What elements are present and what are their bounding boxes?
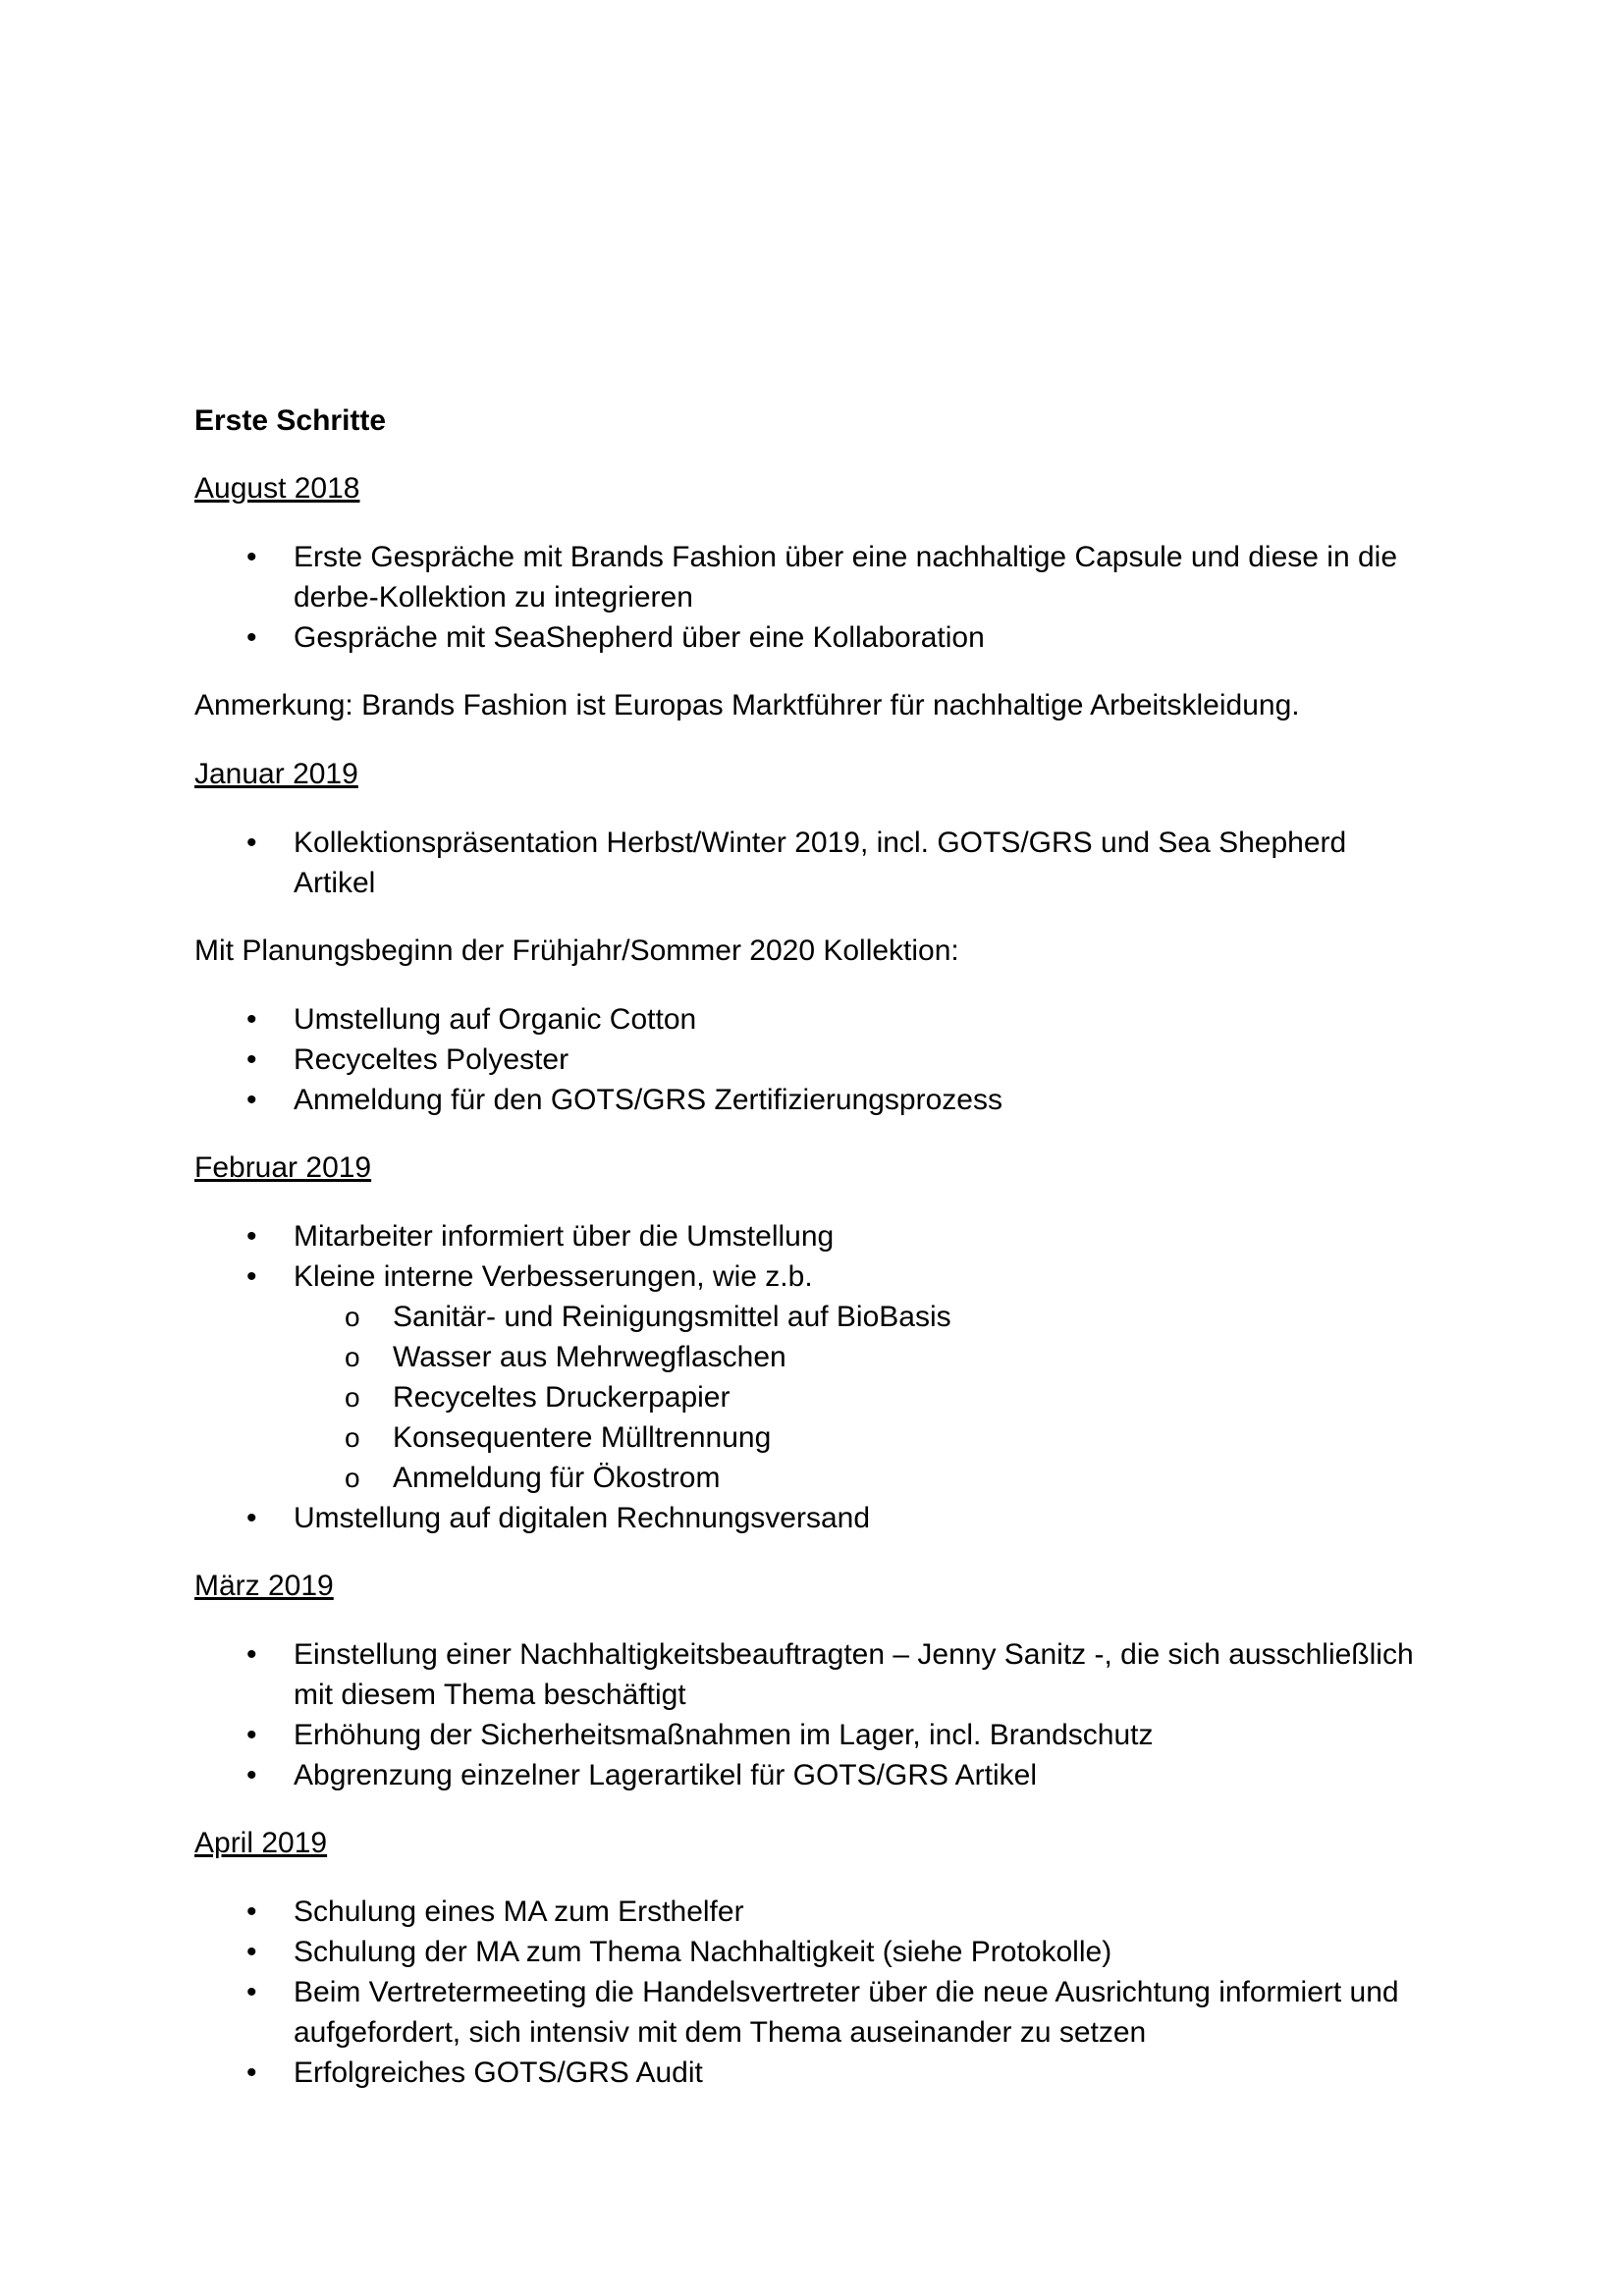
sub-list-item: o Recyceltes Druckerpapier xyxy=(294,1377,1432,1417)
note-paragraph: Anmerkung: Brands Fashion ist Europas Marktführer für nachhaltige Arbeitskleidung. xyxy=(194,689,1300,721)
section-heading-august-2018: August 2018 xyxy=(194,472,360,505)
bullet-list-januar-2019 xyxy=(194,823,1432,903)
bullet-list-august-2018 xyxy=(194,537,1432,658)
list-item-label: Kleine interne Verbesserungen, wie z.b. xyxy=(294,1260,813,1293)
list-item: • Gespräche mit SeaShepherd über eine Kollaboration xyxy=(194,617,1432,658)
bullet-list-april-2019 xyxy=(194,1892,1432,2093)
section-heading-april-2019: April 2019 xyxy=(194,1827,328,1859)
list-item: • Erste Gespräche mit Brands Fashion über eine nachhaltige Capsule und diese in die derbe-Kollektion zu integrieren xyxy=(194,537,1432,617)
list-item: • Schulung der MA zum Thema Nachhaltigkeit (siehe Protokolle) xyxy=(194,1932,1432,1972)
list-item: • Mitarbeiter informiert über die Umstellung xyxy=(194,1216,1432,1256)
list-item-with-sublist xyxy=(194,1256,1432,1498)
sub-list-item: o Sanitär- und Reinigungsmittel auf BioBasis xyxy=(294,1297,1432,1337)
bullet-list-februar-2019 xyxy=(194,1216,1432,1538)
list-item: • Recyceltes Polyester xyxy=(194,1040,1432,1080)
section-heading-januar-2019: Januar 2019 xyxy=(194,758,358,790)
list-item: • Erhöhung der Sicherheitsmaßnahmen im Lager, incl. Brandschutz xyxy=(194,1715,1432,1755)
sub-list-item: o Konsequentere Mülltrennung xyxy=(294,1417,1432,1458)
document-title: Erste Schritte xyxy=(194,404,387,437)
bullet-list-planning xyxy=(194,999,1432,1120)
sub-list-item: o Anmeldung für Ökostrom xyxy=(294,1458,1432,1498)
section-heading-februar-2019: Februar 2019 xyxy=(194,1151,372,1184)
bullet-list-maerz-2019 xyxy=(194,1634,1432,1795)
list-item: • Einstellung einer Nachhaltigkeitsbeauftragten – Jenny Sanitz -, die sich ausschließlich mit diesem Thema beschäftigt xyxy=(194,1634,1432,1715)
list-item: • Umstellung auf digitalen Rechnungsversand xyxy=(194,1498,1432,1538)
section-heading-maerz-2019: März 2019 xyxy=(194,1570,334,1602)
list-item: • Beim Vertretermeeting die Handelsvertreter über die neue Ausrichtung informiert und aufgefordert, sich intensiv mit dem Thema auseinander zu setzen xyxy=(194,1972,1432,2053)
list-item: • Kollektionspräsentation Herbst/Winter 2019, incl. GOTS/GRS und Sea Shepherd Artikel xyxy=(194,823,1432,903)
planning-paragraph: Mit Planungsbeginn der Frühjahr/Sommer 2020 Kollektion: xyxy=(194,934,959,967)
list-item: • Umstellung auf Organic Cotton xyxy=(194,999,1432,1040)
list-item: • Anmeldung für den GOTS/GRS Zertifizierungsprozess xyxy=(194,1080,1432,1120)
list-item: • Schulung eines MA zum Ersthelfer xyxy=(194,1892,1432,1932)
list-item: • Abgrenzung einzelner Lagerartikel für GOTS/GRS Artikel xyxy=(194,1755,1432,1795)
document-body xyxy=(194,400,1432,2120)
sub-list xyxy=(294,1297,1432,1498)
list-item: • Erfolgreiches GOTS/GRS Audit xyxy=(194,2053,1432,2093)
sub-list-item: o Wasser aus Mehrwegflaschen xyxy=(294,1337,1432,1377)
